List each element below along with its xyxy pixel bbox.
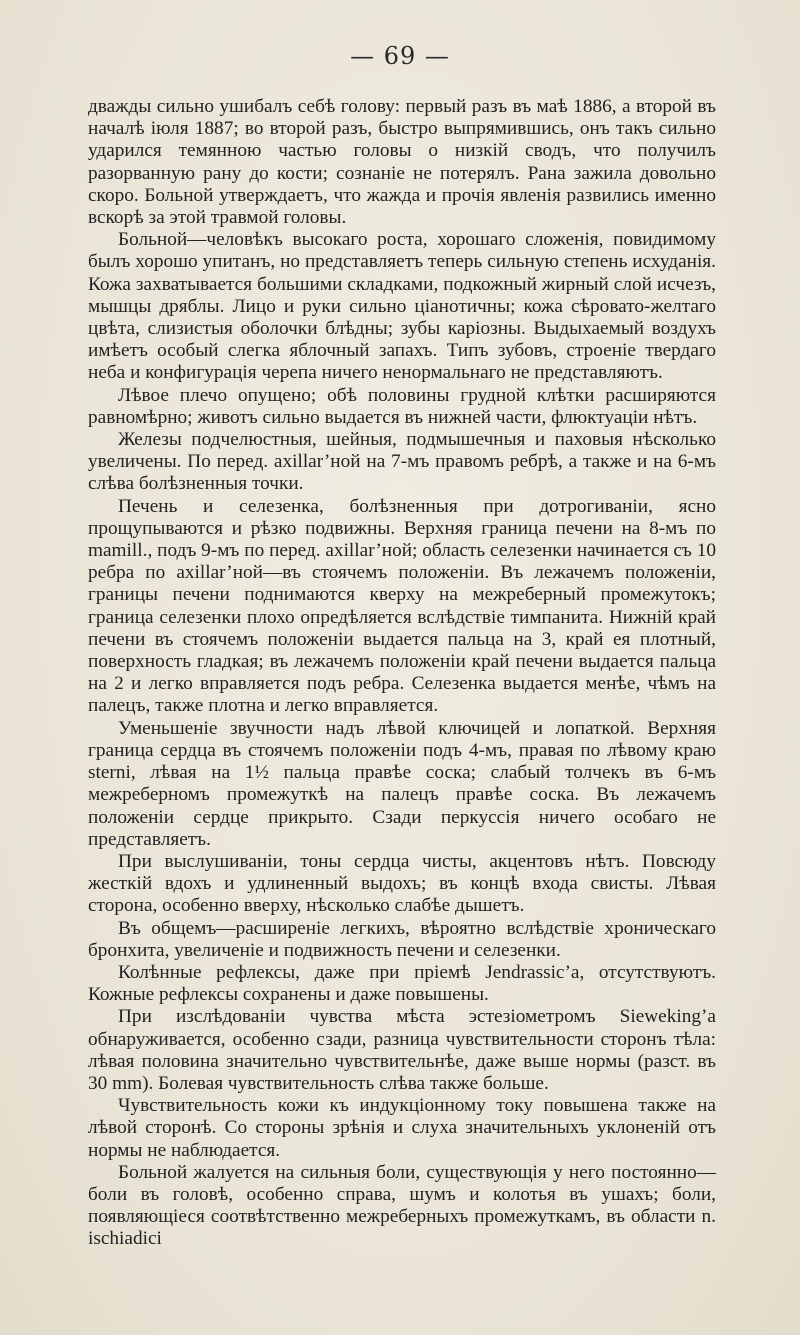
paragraph: Чувствительность кожи къ индукціонному току повышена также на лѣвой сторонѣ. Со стороны зрѣнія и слуха значительныхъ уклоненій отъ нормы не наблюдается. bbox=[88, 1095, 716, 1161]
paragraph: дважды сильно ушибалъ себѣ голову: первый разъ въ маѣ 1886, а второй въ началѣ іюля 1887; во второй разъ, быстро выпрямившись, онъ такъ сильно ударился темянною частью головы о низкій сводъ, что получилъ разорванную рану до кости; сознаніе не потерялъ. Рана зажила довольно скоро. Больной утверждаетъ, что жажда и прочія явленія развились именно вскорѣ за этой травмой головы. bbox=[88, 96, 716, 229]
paragraph: При выслушиваніи, тоны сердца чисты, акцентовъ нѣтъ. Повсюду жесткій вдохъ и удлиненный выдохъ; въ концѣ входа свисты. Лѣвая сторона, особенно вверху, нѣсколько слабѣе дышетъ. bbox=[88, 850, 716, 917]
paragraph: Больной жалуется на сильныя боли, существующія у него постоянно— боли въ головѣ, особенно справа, шумъ и колотья въ ушахъ; боли, появляющіеся соотвѣтственно межреберныхъ промежуткамъ, въ области n. ischiadici bbox=[88, 1161, 716, 1250]
body-text bbox=[88, 96, 716, 1251]
paragraph: Въ общемъ—расширеніе легкихъ, вѣроятно вслѣдствіе хроническаго бронхита, увеличеніе и подвижность печени и селезенки. bbox=[88, 917, 716, 961]
paragraph: Печень и селезенка, болѣзненныя при дотрогиваніи, ясно прощупываются и рѣзко подвижны. Верхняя граница печени на 8-мъ по mamill., подъ 9-мъ по перед. axillar’ной; область селезенки начинается съ 10 ребра по axillar’ной—въ стоячемъ положеніи. Въ лежачемъ положеніи, границы печени поднимаются кверху на межреберный промежутокъ; граница селезенки плохо опредѣляется вслѣдствіе тимпанита. Нижній край печени въ стоячемъ положеніи выдается пальца на 3, край ея плотный, поверхность гладкая; въ лежачемъ положеніи край печени выдается пальца на 2 и легко вправляется подъ ребра. Селезенка выдается менѣе, чѣмъ на палецъ, также плотна и легко вправляется. bbox=[88, 495, 716, 717]
paragraph: При изслѣдованіи чувства мѣста эстезіометромъ Sieweking’а обнаруживается, особенно сзади, разница чувствительности сторонъ тѣла: лѣвая половина значительно чувствительнѣе, даже выше нормы (разст. въ 30 mm). Болевая чувствительность слѣва также больше. bbox=[88, 1006, 716, 1094]
paragraph: Железы подчелюстныя, шейныя, подмышечныя и паховыя нѣсколько увеличены. По перед. axillar’ной на 7-мъ правомъ ребрѣ, а также и на 6-мъ слѣва болѣзненныя точки. bbox=[88, 429, 716, 495]
paragraph: Больной—человѣкъ высокаго роста, хорошаго сложенія, повидимому былъ хорошо упитанъ, но представляетъ теперь сильную степень исхуданія. Кожа захватывается большими складками, подкожный жирный слой исчезъ, мышцы дряблы. Лицо и руки сильно ціанотичны; кожа сѣровато-желтаго цвѣта, слизистыя оболочки блѣдны; зубы каріозны. Выдыхаемый воздухъ имѣетъ особый слегка яблочный запахъ. Типъ зубовъ, строеніе твердаго неба и конфигурація черепа ничего ненормальнаго не представляютъ. bbox=[88, 229, 716, 384]
page-number: — 69 — bbox=[350, 42, 450, 70]
paragraph: Уменьшеніе звучности надъ лѣвой ключицей и лопаткой. Верхняя граница сердца въ стоячемъ положеніи подъ 4-мъ, правая по лѣвому краю sterni, лѣвая на 1½ пальца правѣе соска; слабый толчекъ въ 6-мъ межреберномъ промежуткѣ на палецъ правѣе соска. Въ лежачемъ положеніи сердце прикрыто. Сзади перкуссія ничего особаго не представляетъ. bbox=[88, 717, 716, 850]
paragraph: Колѣнные рефлексы, даже при пріемѣ Jendrassic’а, отсутствуютъ. Кожные рефлексы сохранены и даже повышены. bbox=[88, 961, 716, 1006]
paragraph: Лѣвое плечо опущено; обѣ половины грудной клѣтки расширяются равномѣрно; животъ сильно выдается въ нижней части, флюктуаціи нѣтъ. bbox=[88, 384, 716, 428]
